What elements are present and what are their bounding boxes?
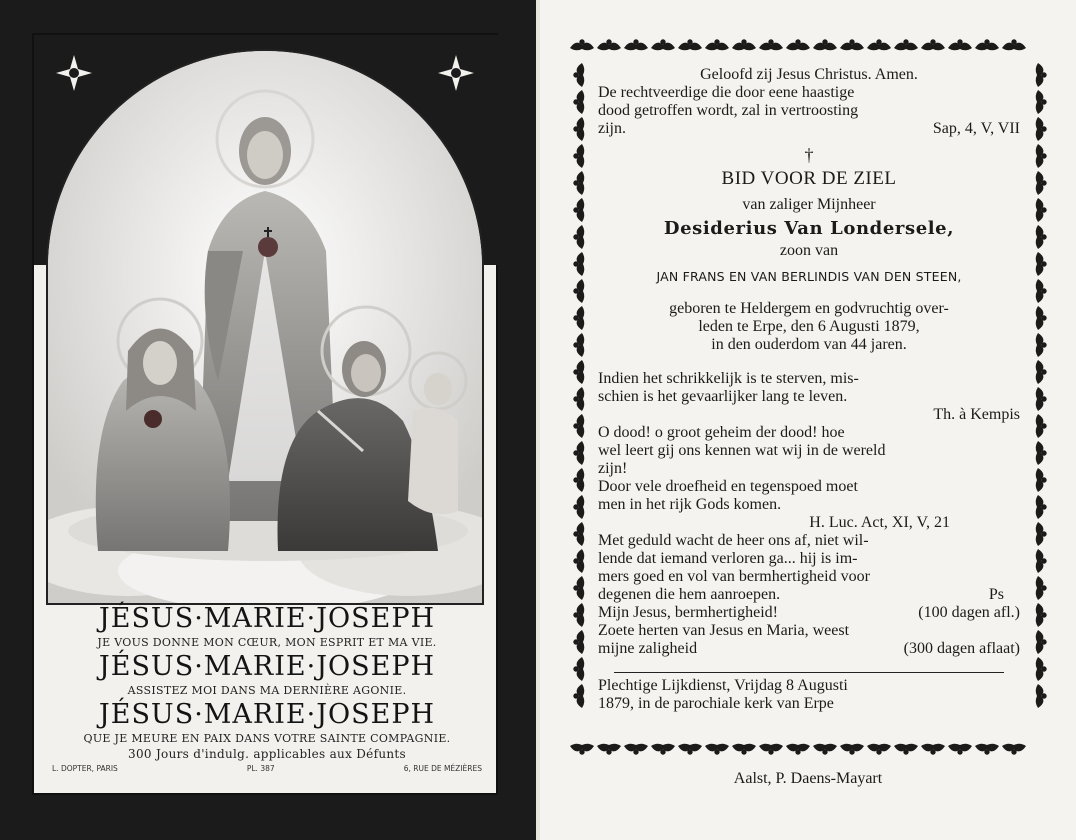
border-flourish bbox=[574, 144, 584, 168]
border-flourish bbox=[1002, 40, 1026, 50]
quotations-block bbox=[598, 370, 1020, 658]
prayer-line: QUE JE MEURE EN PAIX DANS VOTRE SAINTE COMPAGNIE. bbox=[83, 732, 451, 745]
border-flourish bbox=[975, 40, 999, 50]
quote-line: zijn! bbox=[598, 460, 628, 477]
border-flourish bbox=[948, 744, 972, 754]
border-flourish bbox=[867, 40, 891, 50]
border-flourish bbox=[813, 744, 837, 754]
right-memorial-card bbox=[540, 0, 1076, 840]
border-flourish bbox=[1036, 252, 1046, 276]
border-flourish bbox=[574, 387, 584, 411]
indulgence-days: (100 dagen afl.) bbox=[918, 604, 1020, 621]
border-flourish bbox=[574, 252, 584, 276]
funeral-service-line: 1879, in de parochiale kerk van Erpe bbox=[598, 695, 834, 712]
birth-death-line: geboren te Heldergem en godvruchtig over- bbox=[669, 300, 949, 317]
quote-line: wel leert gij ons kennen wat wij in de wereld bbox=[598, 442, 886, 459]
border-flourish bbox=[624, 40, 648, 50]
border-flourish bbox=[1036, 117, 1046, 141]
opening-praise: Geloofd zij Jesus Christus. Amen. bbox=[700, 66, 918, 83]
border-flourish bbox=[678, 40, 702, 50]
border-flourish bbox=[570, 744, 594, 754]
printer-imprint: Aalst, P. Daens-Mayart bbox=[733, 770, 883, 787]
border-flourish bbox=[1036, 441, 1046, 465]
border-flourish bbox=[759, 40, 783, 50]
quote-line: schien is het gevaarlijker lang te leven. bbox=[598, 388, 848, 405]
indulgence-days: (300 dagen aflaat) bbox=[903, 640, 1020, 657]
border-flourish bbox=[813, 40, 837, 50]
quote-source: H. Luc. Act, XI, V, 21 bbox=[809, 514, 950, 531]
son-of-label: zoon van bbox=[779, 242, 839, 259]
border-flourish bbox=[1002, 744, 1026, 754]
border-flourish bbox=[921, 744, 945, 754]
plate-number: PL. 387 bbox=[246, 764, 275, 773]
memorial-text bbox=[598, 66, 1020, 713]
border-flourish bbox=[678, 744, 702, 754]
border-flourish bbox=[574, 522, 584, 546]
border-flourish bbox=[1036, 360, 1046, 384]
border-flourish bbox=[1036, 657, 1046, 681]
indulgence-prayer bbox=[598, 604, 1020, 622]
border-flourish bbox=[651, 40, 675, 50]
funeral-service-line: Plechtige Lijkdienst, Vrijdag 8 Augusti bbox=[598, 677, 848, 694]
border-flourish bbox=[1036, 306, 1046, 330]
border-flourish bbox=[574, 468, 584, 492]
heading-jesus-marie-joseph: JÉSUS·MARIE·JOSEPH bbox=[98, 651, 436, 682]
border-flourish bbox=[894, 744, 918, 754]
border-flourish bbox=[1036, 225, 1046, 249]
quote-source: Th. à Kempis bbox=[933, 406, 1020, 423]
border-flourish bbox=[1036, 198, 1046, 222]
border-flourish bbox=[1036, 333, 1046, 357]
border-flourish bbox=[1036, 603, 1046, 627]
border-flourish bbox=[1036, 468, 1046, 492]
quote-line: men in het rijk Gods komen. bbox=[598, 496, 782, 513]
holy-family-arch bbox=[46, 49, 484, 605]
border-flourish bbox=[574, 657, 584, 681]
quote-line bbox=[598, 586, 1020, 604]
quote-line: Door vele droefheid en tegenspoed moet bbox=[598, 478, 858, 495]
border-flourish bbox=[574, 306, 584, 330]
border-flourish bbox=[840, 40, 864, 50]
border-flourish bbox=[1036, 63, 1046, 87]
border-flourish bbox=[574, 684, 584, 708]
border-flourish bbox=[574, 603, 584, 627]
printer-imprint bbox=[34, 764, 500, 773]
printer-name: L. DOPTER, PARIS bbox=[52, 764, 118, 773]
border-flourish bbox=[574, 225, 584, 249]
prayer-line: ASSISTEZ MOI DANS MA DERNIÈRE AGONIE. bbox=[127, 684, 407, 697]
indulgence-note: 300 Jours d'indulg. applicables aux Défunts bbox=[128, 747, 406, 761]
quote-line: O dood! o groot geheim der dood! hoe bbox=[598, 424, 845, 441]
border-flourish bbox=[574, 90, 584, 114]
border-flourish bbox=[867, 744, 891, 754]
heading-jesus-marie-joseph: JÉSUS·MARIE·JOSEPH bbox=[98, 699, 436, 730]
border-flourish bbox=[574, 279, 584, 303]
birth-death-block bbox=[598, 300, 1020, 354]
quote-line: lende dat iemand verloren ga... hij is im- bbox=[598, 550, 858, 567]
border-flourish bbox=[574, 117, 584, 141]
printer-address: 6, RUE DE MÉZIÈRES bbox=[403, 764, 482, 773]
border-flourish bbox=[1036, 684, 1046, 708]
border-flourish bbox=[921, 40, 945, 50]
quote-line: Met geduld wacht de heer ons af, niet wil- bbox=[598, 532, 869, 549]
border-flourish bbox=[1036, 414, 1046, 438]
border-flourish bbox=[894, 40, 918, 50]
border-flourish bbox=[651, 744, 675, 754]
border-flourish bbox=[597, 40, 621, 50]
border-flourish bbox=[574, 198, 584, 222]
deceased-name: Desiderius Van Londersele, bbox=[663, 218, 955, 239]
heading-jesus-marie-joseph: JÉSUS·MARIE·JOSEPH bbox=[98, 603, 436, 634]
border-flourish bbox=[1036, 387, 1046, 411]
border-flourish bbox=[574, 549, 584, 573]
border-flourish bbox=[570, 40, 594, 50]
border-flourish bbox=[975, 744, 999, 754]
quote-line: Indien het schrikkelijk is te sterven, mis- bbox=[598, 370, 859, 387]
divider-rule bbox=[614, 672, 1004, 673]
border-flourish bbox=[574, 576, 584, 600]
border-flourish bbox=[624, 744, 648, 754]
quote-line-end: degenen die hem aanroepen. bbox=[598, 586, 781, 603]
border-flourish bbox=[705, 744, 729, 754]
holy-family-illustration bbox=[48, 51, 484, 605]
border-flourish bbox=[1036, 522, 1046, 546]
border-flourish bbox=[1036, 495, 1046, 519]
border-flourish bbox=[732, 744, 756, 754]
border-flourish bbox=[597, 744, 621, 754]
scripture-line: dood getroffen wordt, zal in vertroosting bbox=[598, 102, 859, 119]
border-flourish bbox=[1036, 630, 1046, 654]
scripture-line: De rechtveerdige die door eene haastige bbox=[598, 84, 855, 101]
left-card-text bbox=[34, 603, 500, 773]
border-flourish bbox=[1036, 549, 1046, 573]
border-flourish bbox=[574, 360, 584, 384]
scripture-end: zijn. bbox=[598, 120, 626, 137]
border-flourish bbox=[840, 744, 864, 754]
border-flourish bbox=[574, 414, 584, 438]
border-flourish bbox=[732, 40, 756, 50]
pray-for-soul-heading: BID VOOR DE ZIEL bbox=[721, 168, 897, 189]
border-flourish bbox=[786, 744, 810, 754]
prayer-text: Zoete herten van Jesus en Maria, weest bbox=[598, 622, 850, 639]
parents-names: JAN FRANS EN VAN BERLINDIS VAN DEN STEEN, bbox=[656, 269, 962, 284]
quote-source: Ps bbox=[988, 586, 1004, 603]
prayer-line: JE VOUS DONNE MON CŒUR, MON ESPRIT ET MA VIE. bbox=[97, 636, 437, 649]
scripture-reference: Sap, 4, V, VII bbox=[932, 120, 1020, 137]
border-flourish bbox=[1036, 576, 1046, 600]
birth-death-line: in den ouderdom van 44 jaren. bbox=[711, 336, 907, 353]
deceased-title: van zaliger Mijnheer bbox=[742, 196, 876, 213]
border-flourish bbox=[948, 40, 972, 50]
latin-cross-icon: † bbox=[804, 145, 814, 165]
border-flourish bbox=[1036, 144, 1046, 168]
border-flourish bbox=[1036, 171, 1046, 195]
border-flourish bbox=[574, 333, 584, 357]
birth-death-line: leden te Erpe, den 6 Augusti 1879, bbox=[698, 318, 920, 335]
border-flourish bbox=[1036, 90, 1046, 114]
border-flourish bbox=[786, 40, 810, 50]
prayer-text: Mijn Jesus, bermhertigheid! bbox=[598, 604, 778, 621]
quote-line: mers goed en vol van bermhertigheid voor bbox=[598, 568, 870, 585]
left-card-frame bbox=[32, 33, 498, 795]
border-flourish bbox=[1036, 279, 1046, 303]
border-flourish bbox=[574, 441, 584, 465]
border-flourish bbox=[574, 171, 584, 195]
border-flourish bbox=[759, 744, 783, 754]
scripture-line bbox=[598, 120, 1020, 138]
border-flourish bbox=[574, 63, 584, 87]
border-flourish bbox=[574, 495, 584, 519]
border-flourish bbox=[705, 40, 729, 50]
prayer-text: mijne zaligheid bbox=[598, 640, 698, 657]
left-memorial-card bbox=[0, 0, 536, 840]
indulgence-prayer bbox=[598, 640, 1020, 658]
border-flourish bbox=[574, 630, 584, 654]
